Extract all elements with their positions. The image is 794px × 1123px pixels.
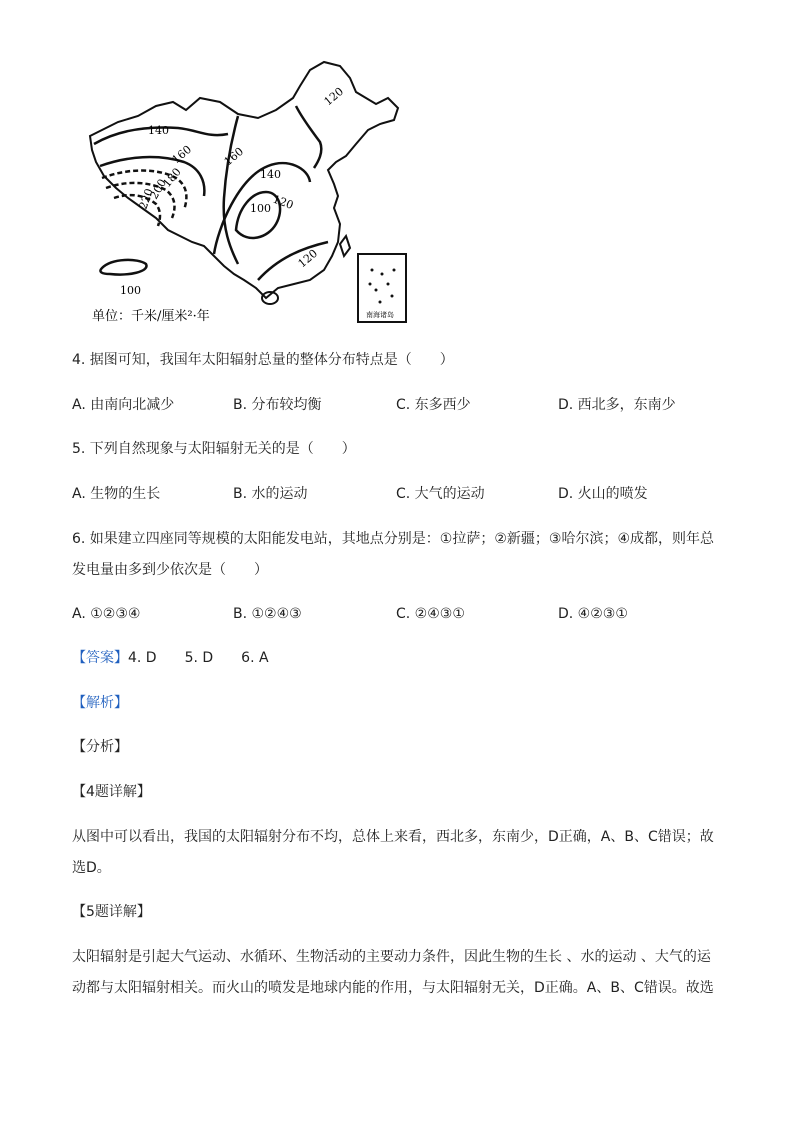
contour-label: 100 <box>120 284 141 297</box>
contour-label: 220 <box>136 186 157 212</box>
contour-label: 160 <box>169 142 195 167</box>
question-5-stem: 5. 下列自然现象与太阳辐射无关的是（ ） <box>72 441 356 457</box>
inset-islands <box>369 269 396 304</box>
contour-line <box>296 106 321 168</box>
answer-label: 【答案】 <box>72 650 128 666</box>
contour-label: 120 <box>321 84 347 109</box>
question-4-stem: 4. 据图可知，我国年太阳辐射总量的整体分布特点是（ ） <box>72 352 454 368</box>
question-5-option-a: A. 生物的生长 <box>72 486 161 502</box>
contour-label: 200 <box>147 176 170 202</box>
question-5-option-d: D. 火山的喷发 <box>558 486 648 502</box>
q4-detail-title: 【4题详解】 <box>72 784 151 800</box>
contour-line-dashed <box>114 195 160 226</box>
question-6-option-b: B. ①②④③ <box>233 606 302 622</box>
contour-line <box>100 260 146 275</box>
analysis-heading: 【解析】 <box>72 695 128 711</box>
question-4-option-c: C. 东多西少 <box>396 397 471 413</box>
question-6-option-a: A. ①②③④ <box>72 606 141 622</box>
q5-detail-text: 太阳辐射是引起大气运动、水循环、生物活动的主要动力条件，因此生物的生长 、水的运动 、大气的运动都与太阳辐射相关。而火山的喷发是地球内能的作用，与太阳辐射无关，D正确。A、B、C错误。故选 <box>72 949 714 996</box>
contour-label: 100 <box>250 202 271 215</box>
contour-label: 120 <box>270 192 296 213</box>
contour-label: 160 <box>221 144 247 169</box>
taiwan-island <box>340 236 350 256</box>
question-4-option-d: D. 西北多，东南少 <box>558 397 676 413</box>
china-outline <box>90 62 398 298</box>
question-6-option-d: D. ④②③① <box>558 606 628 622</box>
china-solar-radiation-map <box>88 58 410 326</box>
question-6-option-c: C. ②④③① <box>396 606 465 622</box>
q5-detail-title: 【5题详解】 <box>72 904 151 920</box>
contour-label: 140 <box>148 124 169 137</box>
question-5-option-b: B. 水的运动 <box>233 486 308 502</box>
analysis-subheading: 【分析】 <box>72 739 128 755</box>
map-svg <box>88 58 410 326</box>
q4-detail-text: 从图中可以看出，我国的太阳辐射分布不均，总体上来看，西北多，东南少，D正确，A、B、C错误；故选D。 <box>72 829 714 876</box>
question-4-option-b: B. 分布较均衡 <box>233 397 322 413</box>
contour-line <box>224 116 238 264</box>
map-unit-label: 单位：千米/厘米²·年 <box>92 309 210 324</box>
question-6-stem: 6. 如果建立四座同等规模的太阳能发电站，其地点分别是：①拉萨；②新疆；③哈尔滨；④成都，则年总发电量由多到少依次是（ ） <box>72 531 715 578</box>
contour-label: 180 <box>160 165 184 190</box>
contour-label: 120 <box>295 246 321 271</box>
answer-line <box>72 648 269 668</box>
question-4-option-a: A. 由南向北减少 <box>72 397 175 413</box>
inset-label: 南海诸岛 <box>366 311 394 319</box>
answer-text: 4. D 5. D 6. A <box>128 650 269 666</box>
question-5-option-c: C. 大气的运动 <box>396 486 485 502</box>
contour-label: 140 <box>260 168 281 181</box>
